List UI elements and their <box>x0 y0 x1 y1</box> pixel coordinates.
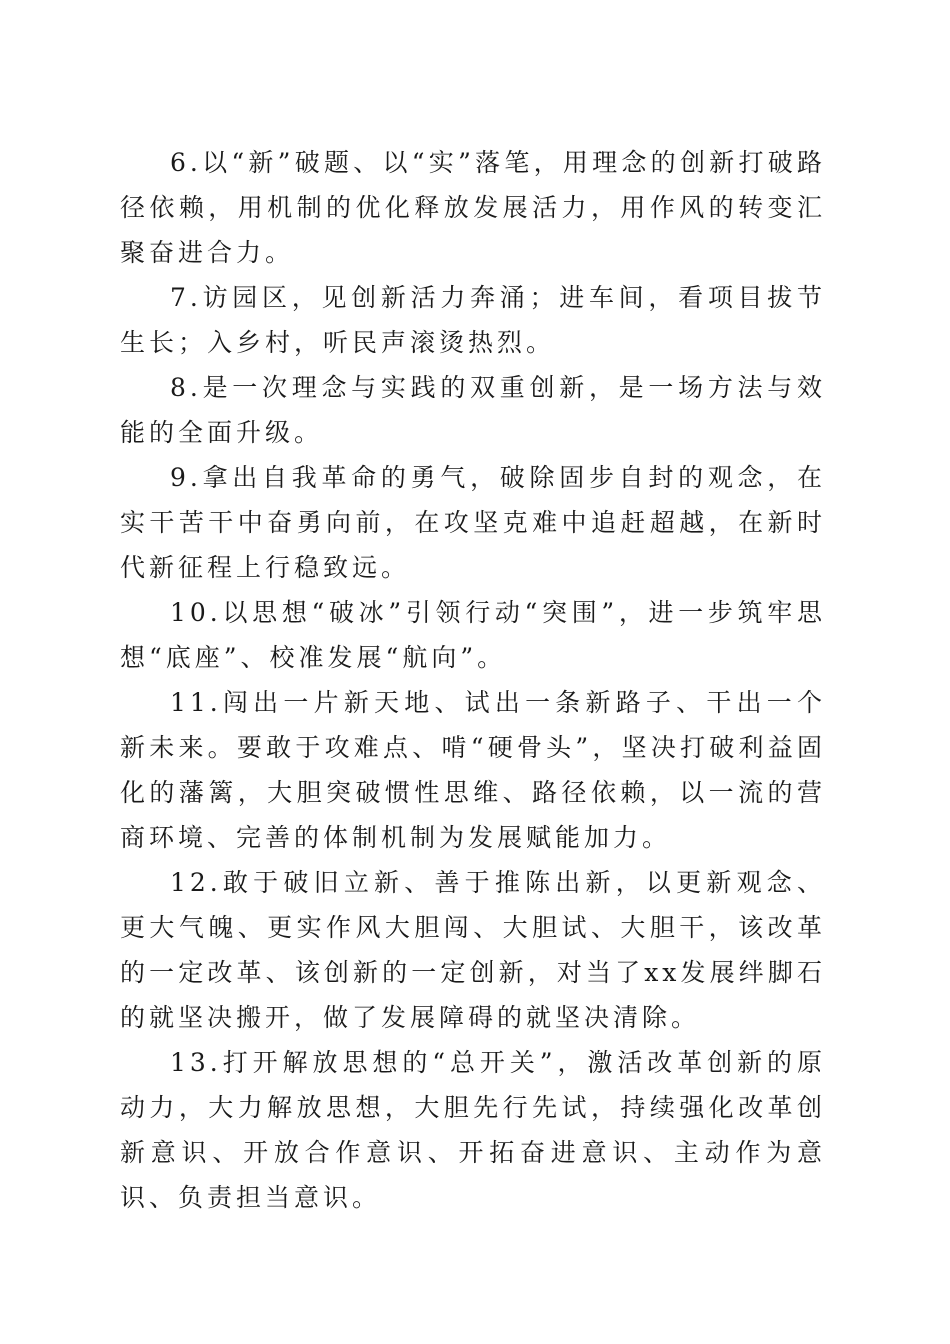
document-body <box>120 140 826 1220</box>
paragraph-11: 11.闯出一片新天地、试出一条新路子、干出一个新未来。要敢于攻难点、啃“硬骨头”，坚决打破利益固化的藩篱，大胆突破惯性思维、路径依赖，以一流的营商环境、完善的体制机制为发展赋能加力。 <box>120 688 826 852</box>
paragraph-6: 6.以“新”破题、以“实”落笔，用理念的创新打破路径依赖，用机制的优化释放发展活力，用作风的转变汇聚奋进合力。 <box>120 148 826 267</box>
paragraph-9: 9.拿出自我革命的勇气，破除固步自封的观念，在实干苦干中奋勇向前，在攻坚克难中追赶超越，在新时代新征程上行稳致远。 <box>120 463 826 582</box>
paragraph-10: 10.以思想“破冰”引领行动“突围”，进一步筑牢思想“底座”、校准发展“航向”。 <box>120 598 826 672</box>
paragraph-13: 13.打开解放思想的“总开关”，激活改革创新的原动力，大力解放思想，大胆先行先试，持续强化改革创新意识、开放合作意识、开拓奋进意识、主动作为意识、负责担当意识。 <box>120 1048 826 1212</box>
paragraph-7: 7.访园区，见创新活力奔涌；进车间，看项目拔节生长；入乡村，听民声滚烫热烈。 <box>120 283 826 357</box>
paragraph-8: 8.是一次理念与实践的双重创新，是一场方法与效能的全面升级。 <box>120 373 826 447</box>
paragraph-12: 12.敢于破旧立新、善于推陈出新，以更新观念、更大气魄、更实作风大胆闯、大胆试、大胆干，该改革的一定改革、该创新的一定创新，对当了xx发展绊脚石的就坚决搬开，做了发展障碍的就坚决清除。 <box>120 868 826 1032</box>
